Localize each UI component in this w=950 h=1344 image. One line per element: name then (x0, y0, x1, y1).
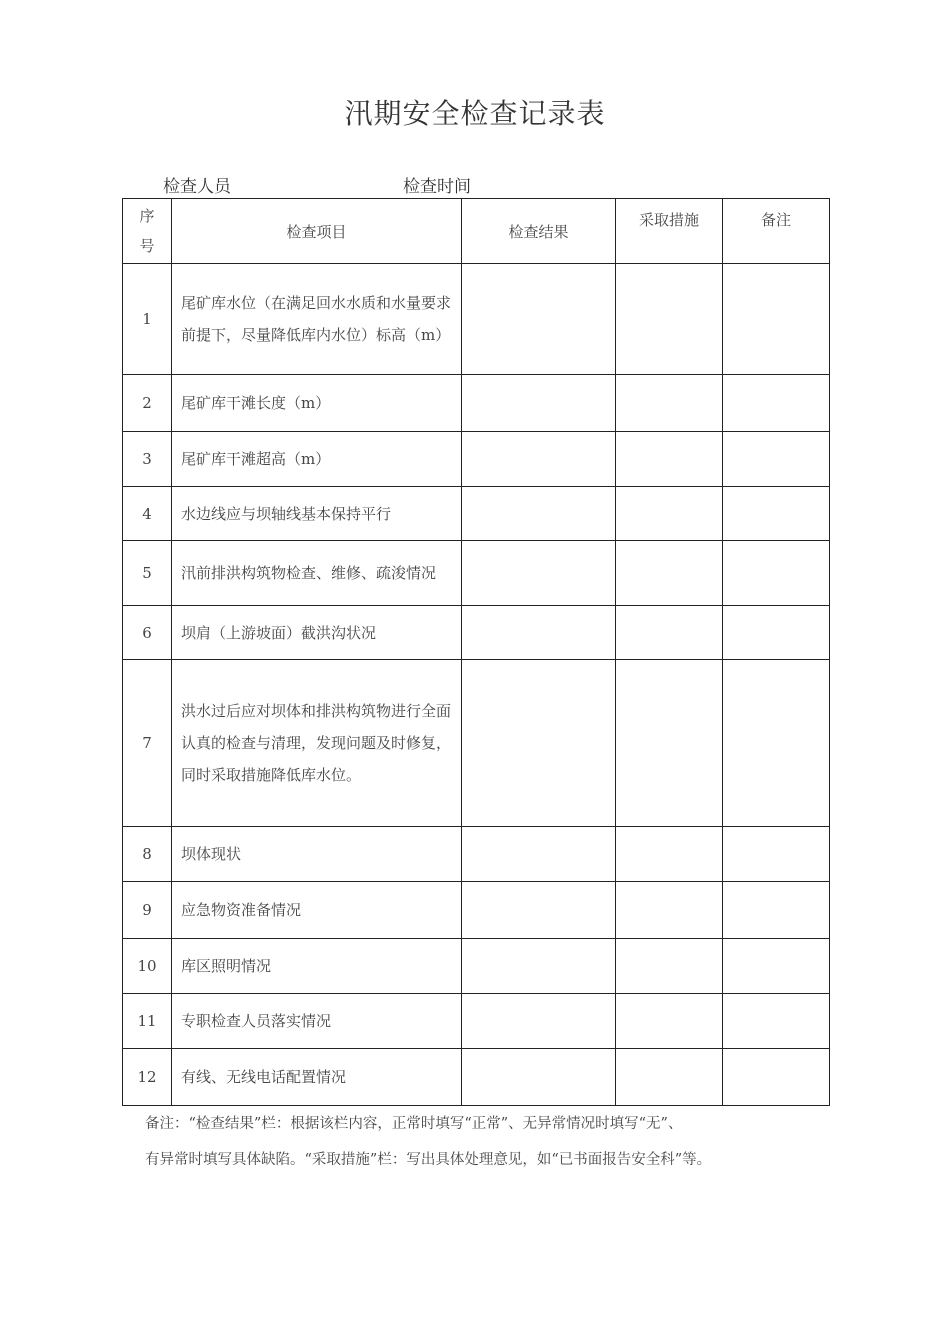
table-row (123, 375, 830, 432)
result-cell[interactable] (462, 660, 616, 827)
header-item: 检查项目 (172, 199, 462, 264)
action-cell[interactable] (616, 994, 723, 1049)
result-cell[interactable] (462, 487, 616, 541)
note-cell[interactable] (723, 264, 830, 375)
row-item: 坝体现状 (172, 827, 462, 882)
result-cell[interactable] (462, 827, 616, 882)
table-row (123, 1049, 830, 1106)
row-item: 专职检查人员落实情况 (172, 994, 462, 1049)
note-cell[interactable] (723, 994, 830, 1049)
page-title: 汛期安全检查记录表 (344, 97, 606, 130)
note-cell[interactable] (723, 432, 830, 487)
row-item: 尾矿库干滩长度（m） (172, 375, 462, 432)
row-item: 尾矿库水位（在满足回水水质和水量要求前提下，尽量降低库内水位）标高（m） (172, 264, 462, 375)
result-cell[interactable] (462, 882, 616, 939)
action-cell[interactable] (616, 541, 723, 606)
table-row (123, 939, 830, 994)
header-action: 采取措施 (616, 199, 723, 264)
action-cell[interactable] (616, 375, 723, 432)
result-cell[interactable] (462, 994, 616, 1049)
action-cell[interactable] (616, 432, 723, 487)
row-item: 汛前排洪构筑物检查、维修、疏浚情况 (172, 541, 462, 606)
table-row (123, 487, 830, 541)
footnote-line-2: 有异常时填写具体缺陷。“采取措施”栏：写出具体处理意见，如“已书面报告安全科”等。 (145, 1152, 712, 1168)
header-no-line1: 序 (139, 207, 155, 225)
table-row (123, 541, 830, 606)
row-item: 水边线应与坝轴线基本保持平行 (172, 487, 462, 541)
row-no: 11 (123, 994, 172, 1049)
table-row (123, 432, 830, 487)
row-no: 10 (123, 939, 172, 994)
result-cell[interactable] (462, 1049, 616, 1106)
action-cell[interactable] (616, 606, 723, 660)
action-cell[interactable] (616, 939, 723, 994)
action-cell[interactable] (616, 660, 723, 827)
row-no: 6 (123, 606, 172, 660)
row-no: 7 (123, 660, 172, 827)
note-cell[interactable] (723, 827, 830, 882)
note-cell[interactable] (723, 882, 830, 939)
row-item: 坝肩（上游坡面）截洪沟状况 (172, 606, 462, 660)
action-cell[interactable] (616, 1049, 723, 1106)
row-no: 4 (123, 487, 172, 541)
action-cell[interactable] (616, 487, 723, 541)
inspection-time-label: 检查时间 (403, 177, 471, 197)
header-note: 备注 (723, 199, 830, 264)
result-cell[interactable] (462, 264, 616, 375)
row-item: 库区照明情况 (172, 939, 462, 994)
note-cell[interactable] (723, 660, 830, 827)
table-row (123, 994, 830, 1049)
action-cell[interactable] (616, 827, 723, 882)
row-no: 8 (123, 827, 172, 882)
row-item: 洪水过后应对坝体和排洪构筑物进行全面认真的检查与清理，发现问题及时修复，同时采取措施降低库水位。 (172, 660, 462, 827)
table-row (123, 606, 830, 660)
header-result: 检查结果 (462, 199, 616, 264)
row-item: 应急物资准备情况 (172, 882, 462, 939)
row-no: 3 (123, 432, 172, 487)
note-cell[interactable] (723, 606, 830, 660)
note-cell[interactable] (723, 541, 830, 606)
result-cell[interactable] (462, 375, 616, 432)
action-cell[interactable] (616, 882, 723, 939)
note-cell[interactable] (723, 487, 830, 541)
inspection-table (122, 198, 830, 1106)
action-cell[interactable] (616, 264, 723, 375)
footnote-line-1: 备注：“检查结果”栏：根据该栏内容，正常时填写“正常”、无异常情况时填写“无”、 (145, 1116, 683, 1132)
result-cell[interactable] (462, 939, 616, 994)
note-cell[interactable] (723, 375, 830, 432)
row-no: 5 (123, 541, 172, 606)
table-row (123, 827, 830, 882)
note-cell[interactable] (723, 1049, 830, 1106)
header-no-line2: 号 (139, 237, 155, 255)
row-item: 有线、无线电话配置情况 (172, 1049, 462, 1106)
note-cell[interactable] (723, 939, 830, 994)
header-no (123, 199, 172, 264)
row-no: 9 (123, 882, 172, 939)
row-item: 尾矿库干滩超高（m） (172, 432, 462, 487)
row-no: 2 (123, 375, 172, 432)
inspector-label: 检查人员 (163, 177, 231, 197)
table-header-row (123, 199, 830, 264)
result-cell[interactable] (462, 432, 616, 487)
table-row (123, 264, 830, 375)
row-no: 12 (123, 1049, 172, 1106)
table-row (123, 882, 830, 939)
result-cell[interactable] (462, 606, 616, 660)
row-no: 1 (123, 264, 172, 375)
table-row (123, 660, 830, 827)
result-cell[interactable] (462, 541, 616, 606)
